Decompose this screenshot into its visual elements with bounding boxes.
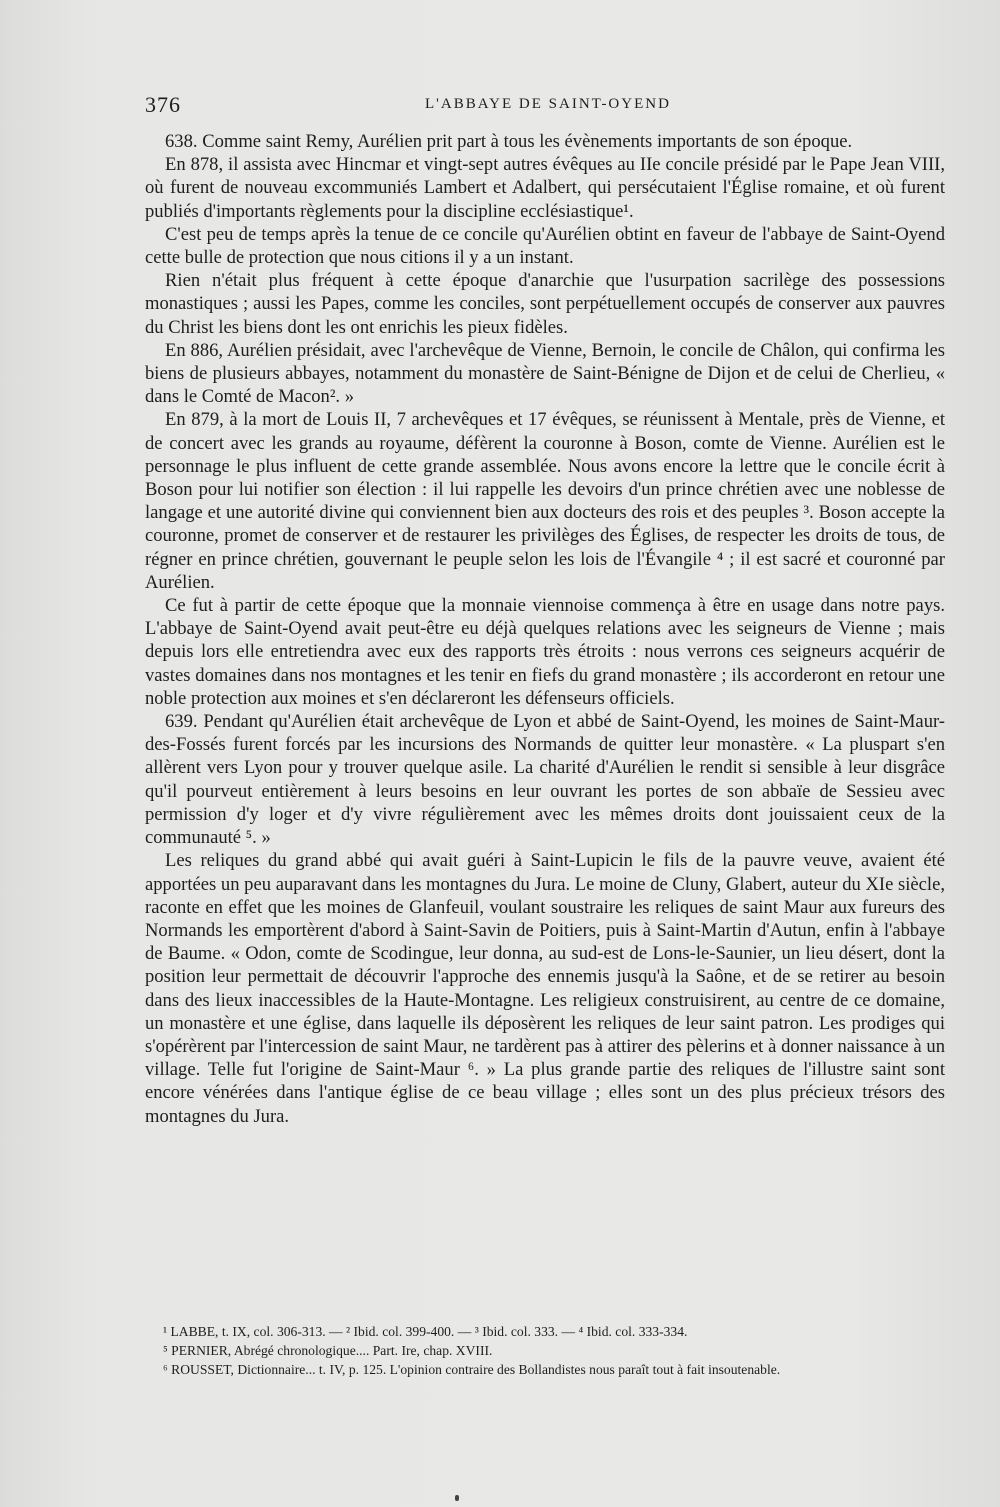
page-number: 376 — [145, 92, 181, 117]
footnote: ⁶ ROUSSET, Dictionnaire... t. IV, p. 125. L'opinion contraire des Bollandistes nous paraît tout à fait insoutenable. — [163, 1362, 781, 1377]
paragraph: Rien n'était plus fréquent à cette époque d'anarchie que l'usurpation sacrilège des possessions monastiques ; aussi les Papes, comme les conciles, sont perpétuellement occupés de conserver aux pauvres du Christ les biens dont les ont enrichis les pieux fidèles. — [145, 270, 945, 338]
paragraph: C'est peu de temps après la tenue de ce concile qu'Aurélien obtint en faveur de l'abbaye de Saint-Oyend cette bulle de protection que nous citions il y a un instant. — [145, 223, 945, 269]
page-header — [145, 92, 938, 120]
paragraph: En 886, Aurélien présidait, avec l'archevêque de Vienne, Bernoin, le concile de Châlon, qui confirma les biens de plusieurs abbayes, notamment du monastère de Saint-Bénigne de Dijon et de celui de Cherlieu, « dans le Comté de Macon². » — [145, 339, 945, 408]
paragraph: Ce fut à partir de cette époque que la monnaie viennoise commença à être en usage dans notre pays. L'abbaye de Saint-Oyend avait peut-être eu déjà quelques relations avec les seigneurs de Vienne ; mais depuis lors elle entretiendra avec eux des rapports très étroits : nous verrons ces seigneurs acquérir de vastes domaines dans nos montagnes et les tenir en fiefs du grand monastère ; ils accorderont en retour une noble protection aux moines et s'en déclareront les défenseurs officiels. — [145, 595, 945, 709]
footnote: ¹ LABBE, t. IX, col. 306-313. — ² Ibid. col. 399-400. — ³ Ibid. col. 333. — ⁴ Ibid. col. 333-334. — [163, 1324, 688, 1339]
footnote: ⁵ PERNIER, Abrégé chronologique.... Part. Ire, chap. XVIII. — [163, 1343, 493, 1358]
paragraph-638: 638. Comme saint Remy, Aurélien prit part à tous les évènements importants de son époque. — [165, 131, 853, 152]
paragraph-639: 639. Pendant qu'Aurélien était archevêque de Lyon et abbé de Saint-Oyend, les moines de Saint-Maur-des-Fossés furent forcés par les incursions des Normands de quitter leur monastère. « La pluspart s'en allèrent vers Lyon pour y trouver quelque asile. La charité d'Aurélien le rendit si sensible à leur disgrâce qu'il pourveut entièrement à leurs besoins en leur ouvrant les portes de son abbaïe de Sessieu avec permission d'y loger et d'y vivre régulièrement avec les mêmes droits dont jouissaient ceux de la communauté ⁵. » — [145, 711, 945, 849]
paragraph: En 878, il assista avec Hincmar et vingt-sept autres évêques au IIe concile présidé par le Pape Jean VIII, où furent de nouveau excommuniés Lambert et Adalbert, qui persécutaient l'Église romaine, et où furent publiés d'importants règlements pour la discipline ecclésiastique¹. — [145, 154, 945, 222]
paragraph: Les reliques du grand abbé qui avait guéri à Saint-Lupicin le fils de la pauvre veuve, avaient été apportées un peu auparavant dans les montagnes du Jura. Le moine de Cluny, Glabert, auteur du XIe siècle, raconte en effet que les moines de Glanfeuil, voulant soustraire les reliques de saint Maur aux fureurs des Normands les emportèrent d'abord à Saint-Savin de Poitiers, puis à Saint-Martin d'Autun, enfin à l'abbaye de Baume. « Odon, comte de Scodingue, leur donna, au sud-est de Lons-le-Saunier, un lieu désert, dont la position leur permettait de découvrir l'approche des ennemis jusqu'à la Saône, et de se retirer au besoin dans des lieux inaccessibles de la Haute-Montagne. Les religieux construisirent, au centre de ce domaine, un monastère et une église, dans laquelle ils déposèrent les reliques de leur saint patron. Les prodiges qui s'opérèrent par l'intercession de saint Maur, ne tardèrent pas à attirer des pèlerins et à donner naissance à un village. Telle fut l'origine de Saint-Maur ⁶. » La plus grande partie des reliques de l'illustre saint sont encore vénérées dans l'antique église de ce beau village ; elles sont un des plus précieux trésors des montagnes du Jura. — [145, 850, 945, 1127]
paragraph: En 879, à la mort de Louis II, 7 archevêques et 17 évêques, se réunissent à Mentale, près de Vienne, et de concert avec les grands au royaume, défèrent la couronne à Boson, comte de Vienne. Aurélien est le personnage le plus influent de cette grande assemblée. Nous avons encore la lettre que le concile écrit à Boson pour lui notifier son élection : il lui rappelle les devoirs d'un prince chrétien avec une noblesse de langage et une autorité divine qui conviennent bien aux docteurs des rois et des peuples ³. Boson accepte la couronne, promet de conserver et de restaurer les privilèges des Églises, de respecter les droits de tous, de régner en prince chrétien, gouvernant le peuple selon les lois de l'Évangile ⁴ ; il est sacré et couronné par Aurélien. — [145, 409, 945, 593]
body-text — [145, 130, 945, 1128]
footnotes — [145, 1322, 945, 1379]
running-head: L'ABBAYE DE SAINT-OYEND — [425, 96, 671, 112]
ink-speck — [455, 1495, 459, 1501]
